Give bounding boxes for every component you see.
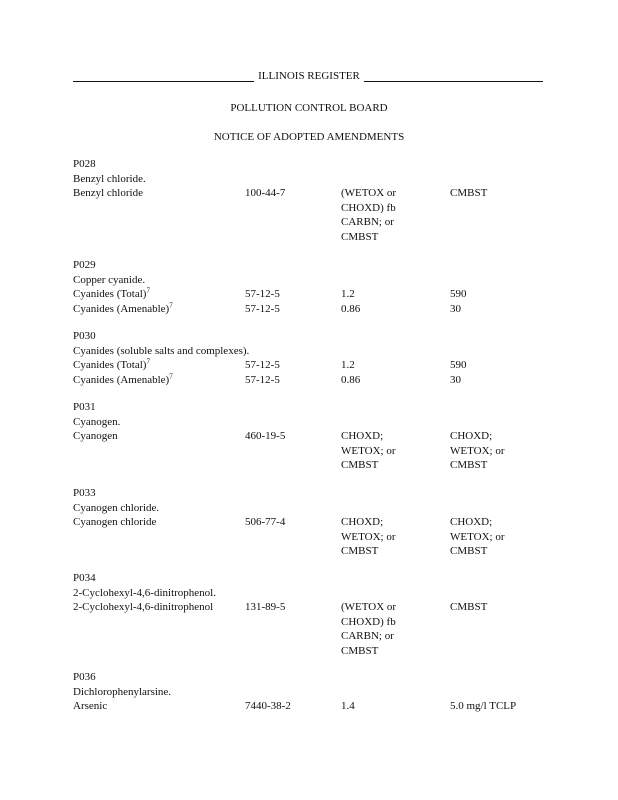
wastewater-standard [341,287,355,302]
wastewater-standard [341,600,396,658]
nonwastewater-standard [450,186,487,201]
nonwastewater-standard [450,600,487,615]
waste-code: P030 [73,330,96,342]
cas-number: 100-44-7 [245,187,286,199]
constituent-name [73,699,107,714]
waste-entry [73,157,543,244]
nonwastewater-standard-line: CMBST [450,187,488,199]
constituent-name-text: 2-Cyclohexyl-4,6-dinitrophenol [73,601,214,613]
constituent-name [73,358,150,373]
wastewater-standard-line: CARBN; or [341,630,394,642]
waste-code: P033 [73,487,96,499]
wastewater-standard [341,515,395,559]
waste-description: Copper cyanide. [73,273,146,286]
constituent-name [73,287,150,302]
footnote-marker: 7 [146,357,150,366]
nonwastewater-standard-line: 590 [450,359,467,371]
wastewater-standard-line: CMBST [341,545,379,557]
nonwastewater-standard [450,515,504,559]
constituent-name-text: Cyanogen chloride [73,516,157,528]
constituent-row [73,373,543,388]
constituent-name [73,186,143,201]
constituent-name-text: Cyanogen [73,430,118,442]
cas-number: 57-12-5 [245,359,280,371]
wastewater-standard-line: 1.4 [341,700,355,712]
waste-description: Cyanides (soluble salts and complexes). [73,344,250,357]
nonwastewater-standard-line: 5.0 mg/l TCLP [450,700,517,712]
waste-code: P031 [73,401,96,413]
wastewater-standard-line: (WETOX or [341,601,397,613]
nonwastewater-standard-line: 590 [450,288,467,300]
nonwastewater-standard-line: WETOX; or [450,444,505,457]
nonwastewater-standard-line: CHOXD; [450,516,493,528]
waste-entry [73,400,543,473]
cas-number: 460-19-5 [245,430,286,442]
footnote-marker: 7 [169,371,173,380]
register-title [0,69,618,84]
wastewater-standard-line: 1.2 [341,288,355,300]
wastewater-standard [341,302,360,317]
wastewater-standard [341,186,396,244]
wastewater-standard-line: CHOXD; [341,430,384,442]
waste-description: Benzyl chloride. [73,172,146,185]
constituent-name-text: Arsenic [73,700,108,712]
waste-code: P028 [73,158,96,170]
wastewater-standard-line: 0.86 [341,373,361,386]
nonwastewater-standard [450,373,461,388]
notice-title: NOTICE OF ADOPTED AMENDMENTS [213,131,405,143]
cas-number: 131-89-5 [245,601,286,613]
constituent-name [73,373,173,388]
constituent-name-text: Benzyl chloride [73,187,143,199]
wastewater-standard-line: WETOX; or [341,530,396,543]
cas-number: 57-12-5 [245,288,280,300]
waste-entry [73,329,543,387]
nonwastewater-standard-line: WETOX; or [450,530,505,543]
wastewater-standard-line: CHOXD; [341,516,384,528]
wastewater-standard-line: WETOX; or [341,444,396,457]
constituent-name-text: Cyanides (Total) [73,288,147,300]
nonwastewater-standard-line: CMBST [450,601,488,613]
constituent-row [73,515,543,559]
waste-description: Cyanogen. [73,415,121,428]
constituent-row [73,699,543,714]
wastewater-standard [341,699,355,714]
wastewater-standard-line: CHOXD) fb [341,201,396,214]
waste-description: Dichlorophenylarsine. [73,685,172,698]
cas-number: 57-12-5 [245,302,280,315]
waste-entry [73,571,543,658]
constituent-name-text: Cyanides (Amenable) [73,373,170,386]
constituent-row [73,302,543,317]
nonwastewater-standard-line: CMBST [450,459,488,471]
nonwastewater-standard-line: 30 [450,373,461,386]
wastewater-standard [341,429,395,473]
constituent-row [73,429,543,473]
constituent-name [73,600,213,615]
wastewater-standard-line: 0.86 [341,302,361,315]
nonwastewater-standard [450,699,516,714]
nonwastewater-standard [450,302,461,317]
register-title-text: ILLINOIS REGISTER [254,70,364,82]
wastewater-standard-line: CHOXD) fb [341,615,396,628]
constituent-row [73,186,543,244]
wastewater-standard-line: (WETOX or [341,187,397,199]
constituent-name [73,429,118,444]
footnote-marker: 7 [146,286,150,295]
constituent-row [73,287,543,302]
waste-description: Cyanogen chloride. [73,501,160,514]
constituent-row [73,600,543,658]
waste-entry [73,670,543,714]
nonwastewater-standard [450,429,504,473]
constituent-row [73,358,543,373]
cas-number: 7440-38-2 [245,700,291,712]
board-title: POLLUTION CONTROL BOARD [230,102,388,114]
constituent-name-text: Cyanides (Amenable) [73,302,170,315]
constituent-name [73,515,156,530]
nonwastewater-standard-line: 30 [450,302,461,315]
waste-description: 2-Cyclohexyl-4,6-dinitrophenol. [73,586,216,599]
constituent-name-text: Cyanides (Total) [73,359,147,371]
nonwastewater-standard-line: CMBST [450,545,488,557]
wastewater-standard-line: CMBST [341,644,379,657]
waste-code: P029 [73,259,96,271]
footnote-marker: 7 [169,300,173,309]
waste-entry [73,258,543,316]
cas-number: 506-77-4 [245,516,286,528]
nonwastewater-standard [450,287,467,302]
constituent-name [73,302,173,317]
wastewater-standard-line: CARBN; or [341,216,394,228]
waste-entry [73,486,543,559]
waste-code: P036 [73,671,96,683]
nonwastewater-standard [450,358,467,373]
waste-code: P034 [73,572,96,584]
cas-number: 57-12-5 [245,373,280,386]
wastewater-standard-line: 1.2 [341,359,355,371]
nonwastewater-standard-line: CHOXD; [450,430,493,442]
wastewater-standard-line: CMBST [341,459,379,471]
wastewater-standard [341,358,355,373]
wastewater-standard [341,373,360,388]
wastewater-standard-line: CMBST [341,230,379,243]
